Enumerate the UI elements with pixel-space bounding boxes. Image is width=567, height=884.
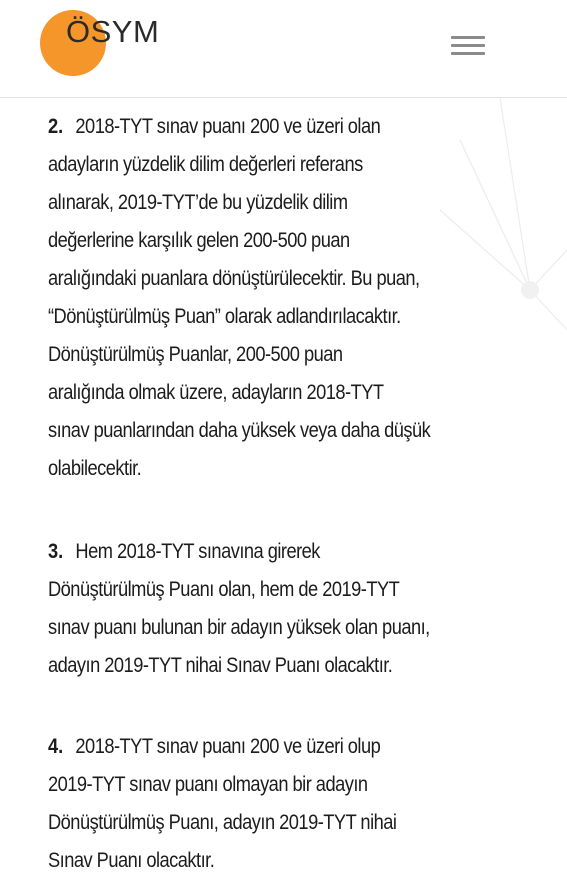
hamburger-menu-icon — [451, 36, 485, 39]
paragraph-line: 2018-TYT sınav puanı 200 ve üzeri olup — [75, 735, 381, 758]
paragraph-line: aralığında olmak üzere, adayların 2018-TYT — [48, 381, 384, 404]
paragraph-line: Sınav Puanı olacaktır. — [48, 849, 215, 872]
paragraph-number: 2. — [48, 115, 64, 138]
osym-logo[interactable] — [40, 10, 240, 80]
hamburger-menu-icon-bar — [451, 52, 485, 55]
paragraph-line: sınav puanı bulunan bir adayın yüksek olan puanı, — [48, 616, 430, 639]
paragraph-line: sınav puanlarından daha yüksek veya daha düşük — [48, 419, 431, 442]
paragraph-line: Dönüştürülmüş Puanı, adayın 2019-TYT nihai — [48, 811, 397, 834]
logo-text: ÖSYM — [66, 14, 160, 49]
paragraph-line: olabilecektir. — [48, 457, 142, 480]
paragraph-line: alınarak, 2019-TYT’de bu yüzdelik dilim — [48, 191, 348, 214]
paragraph-number: 4. — [48, 735, 64, 758]
hamburger-menu-icon-bar — [451, 44, 485, 47]
paragraph-line: Hem 2018-TYT sınavına girerek — [75, 540, 320, 563]
paragraph-line: Dönüştürülmüş Puanlar, 200-500 puan — [48, 343, 343, 366]
paragraph-line: değerlerine karşılık gelen 200-500 puan — [48, 229, 350, 252]
menu-button[interactable] — [446, 31, 488, 61]
paragraph-2 — [48, 108, 430, 488]
site-header — [0, 0, 567, 98]
paragraph-line: adayın 2019-TYT nihai Sınav Puanı olacaktır. — [48, 654, 393, 677]
paragraph-line: 2018-TYT sınav puanı 200 ve üzeri olan — [75, 115, 381, 138]
paragraph-4 — [48, 728, 396, 880]
paragraph-line: Dönüştürülmüş Puanı olan, hem de 2019-TYT — [48, 578, 400, 601]
paragraph-line: aralığındaki puanlara dönüştürülecektir. Bu puan, — [48, 267, 420, 290]
paragraph-line: 2019-TYT sınav puanı olmayan bir adayın — [48, 773, 368, 796]
paragraph-line: “Dönüştürülmüş Puan” olarak adlandırılacaktır. — [48, 305, 401, 328]
paragraph-line: adayların yüzdelik dilim değerleri referans — [48, 153, 363, 176]
paragraph-3 — [48, 533, 430, 685]
paragraph-number: 3. — [48, 540, 64, 563]
